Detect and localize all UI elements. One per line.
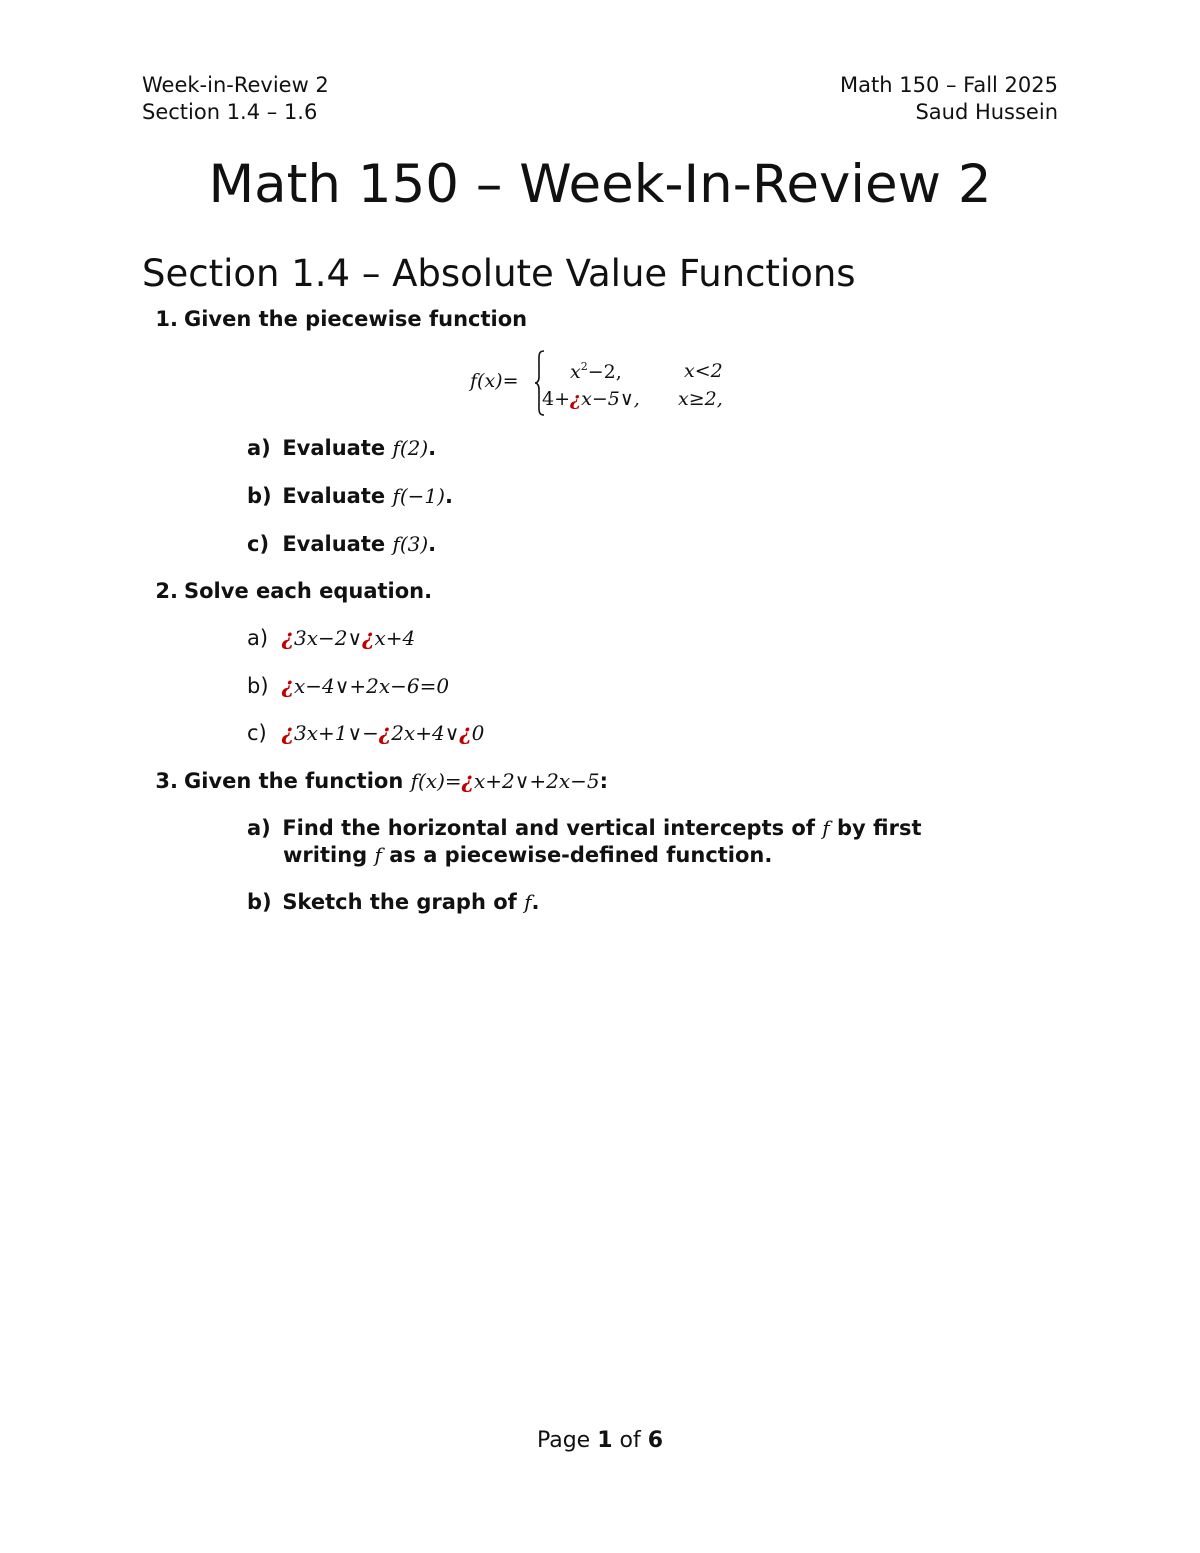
problem-3b: b) Sketch the graph of f. — [247, 890, 540, 914]
problem-1c: c) Evaluate f(3). — [247, 532, 437, 556]
problem-1 — [142, 306, 527, 333]
page-footer: Page 1 of 6 — [536, 1428, 664, 1453]
piecewise-lhs: f(x)= — [470, 370, 519, 392]
section-title: Section 1.4 – Absolute Value Functions — [142, 252, 856, 295]
problem-number: 3. — [155, 769, 178, 793]
problem-2a: a) ¿3x−2∨¿x+4 — [247, 625, 416, 650]
problem-3: 3. Given the function f(x)=¿x+2∨+2x−5: — [142, 767, 608, 795]
inverted-question-glyph: ¿ — [570, 388, 582, 410]
header-section-range: Section 1.4 – 1.6 — [142, 100, 318, 124]
problem-text: Solve each equation. — [184, 579, 433, 603]
header-right — [840, 72, 1058, 126]
page-title: Math 150 – Week-In-Review 2 — [208, 154, 992, 215]
piecewise-condition-2: x≥2, — [678, 388, 723, 410]
header-left — [142, 72, 329, 126]
header-author: Saud Hussein — [915, 100, 1058, 124]
problem-2c: c) ¿3x+1∨−¿2x+4∨¿0 — [247, 720, 485, 745]
page-number: 1 — [597, 1428, 613, 1453]
problem-number: 1. — [155, 307, 178, 331]
piecewise-function — [470, 350, 740, 416]
problem-text: Given the function — [184, 769, 404, 793]
problem-1b: b) Evaluate f(−1). — [247, 484, 453, 508]
problem-3a: a) Find the horizontal and vertical intercepts of f by first writing f as a piecewise-defined function. — [247, 816, 922, 867]
problem-number: 2. — [155, 579, 178, 603]
problem-2 — [142, 578, 432, 605]
page-total: 6 — [647, 1428, 664, 1453]
piecewise-row-1: $x^2-2$, — [570, 360, 622, 383]
piecewise-condition-1: x<2 — [684, 360, 723, 382]
problem-text: Given the piecewise function — [184, 307, 528, 331]
problem-1a: a) Evaluate f(2). — [247, 436, 437, 460]
problem-2b: b) ¿x−4∨+2x−6=0 — [247, 673, 450, 698]
header-course-label: Week-in-Review 2 — [142, 73, 329, 97]
header-term: Math 150 – Fall 2025 — [840, 73, 1058, 97]
piecewise-row-2: 4+¿x−5∨, — [542, 388, 640, 410]
